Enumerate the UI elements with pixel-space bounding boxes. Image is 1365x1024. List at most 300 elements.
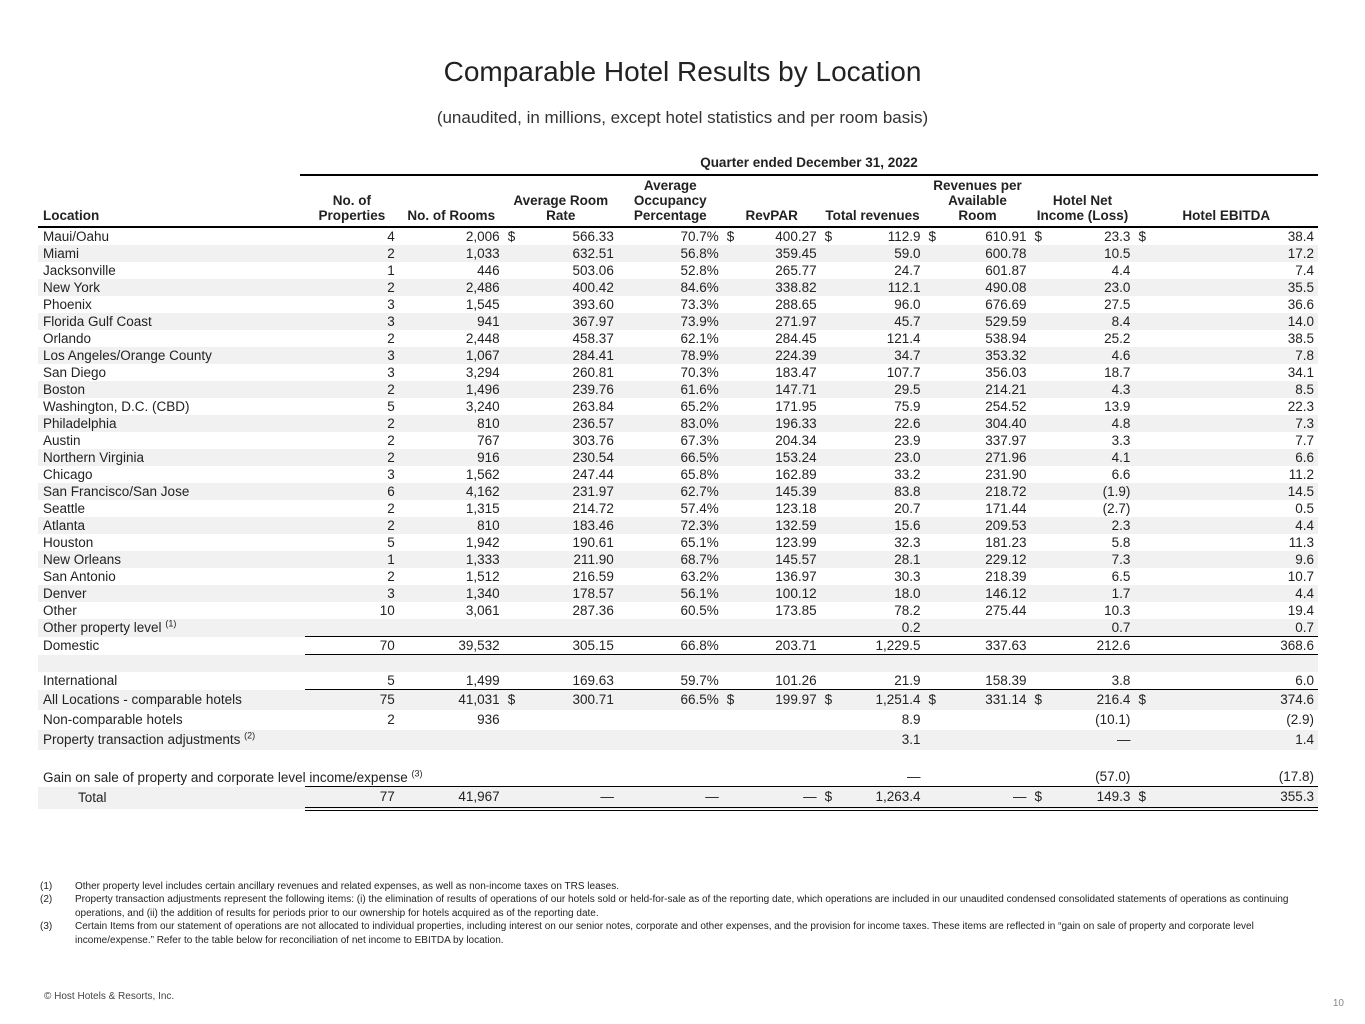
total-revenues-cell-value: 15.6 [894,518,921,533]
location-cell-value: Orlando [43,331,92,346]
table-row [38,347,1318,364]
room-rate-cell-value: 230.54 [572,450,614,465]
net-income-cell-value: 8.4 [1111,314,1131,329]
currency-symbol [821,517,837,534]
revpar-cell [739,296,821,313]
currency-symbol [723,690,739,711]
location-cell [38,415,305,432]
currency-symbol [1134,449,1150,466]
currency-symbol [821,672,837,690]
currency-symbol [504,730,520,750]
occupancy-cell-value: 61.6% [680,382,719,397]
total-revenues-cell-value: — [907,769,921,784]
room-rate-cell-value: 239.76 [572,382,614,397]
net-income-cell-value: 4.8 [1111,416,1131,431]
location-cell-value: International [43,673,118,689]
table-row [38,296,1318,313]
currency-symbol [1031,313,1047,330]
footnote-ref: (1) [165,618,177,629]
footnote-3 [40,920,1325,947]
occupancy-cell [618,750,723,787]
occupancy-cell-value: 66.8% [680,638,719,653]
ebitda-cell-value: 4.4 [1295,586,1314,601]
rooms-cell [399,296,504,313]
revpar-cell-value: 132.59 [775,518,817,533]
location-cell [38,585,305,602]
currency-symbol [723,637,739,655]
currency-symbol [821,313,837,330]
table-row [38,466,1318,483]
location-cell [38,245,305,262]
total-revenues-cell [837,568,925,585]
net-income-cell [1047,381,1135,398]
rooms-cell-value: 1,315 [465,501,500,516]
ebitda-cell [1151,534,1318,551]
occupancy-cell-value: 65.8% [680,467,719,482]
revenues-per-room-cell [941,483,1031,500]
currency-symbol [821,690,837,711]
occupancy-cell [618,585,723,602]
total-revenues-cell-value: 0.2 [901,620,921,635]
total-revenues-cell-value: 112.9 [887,229,921,244]
total-revenues-cell-value: 78.2 [894,603,921,618]
ebitda-cell [1151,279,1318,296]
revpar-cell [739,466,821,483]
location-cell-value: Non-comparable hotels [43,712,183,727]
occupancy-cell [618,415,723,432]
revenues-per-room-cell [941,517,1031,534]
table-row [38,432,1318,449]
occupancy-cell-value: 65.2% [680,399,719,414]
footnote-text: Other property level includes certain ancillary revenues and related expenses, as well as non-income taxes on TRS leases. [75,881,619,892]
ebitda-cell-value: 34.1 [1287,365,1314,380]
currency-symbol [723,313,739,330]
ebitda-cell-value: 368.6 [1280,638,1314,653]
spacer-cell [925,655,941,673]
net-income-cell-value: 149.3 [1096,789,1131,804]
properties-cell-value: 2 [387,712,395,727]
revpar-cell [739,364,821,381]
ebitda-cell [1151,690,1318,711]
rooms-cell [399,347,504,364]
revenues-per-room-cell [941,500,1031,517]
revpar-cell [739,449,821,466]
currency-symbol [1134,730,1150,750]
total-revenues-cell [837,313,925,330]
room-rate-cell [520,313,618,330]
revpar-cell-value: 171.95 [775,399,817,414]
properties-cell-value: 3 [387,586,395,601]
properties-cell-value: 5 [387,399,395,414]
rooms-cell [399,637,504,655]
location-cell [38,568,305,585]
ebitda-cell-value: 7.4 [1295,263,1314,278]
currency-symbol [925,637,941,655]
footnote-number: (2) [40,894,53,906]
net-income-cell-value: 23.0 [1104,280,1131,295]
revenues-per-room-cell-value: 209.53 [985,518,1027,533]
currency-symbol [821,245,837,262]
room-rate-cell-value: 400.42 [572,280,614,295]
rooms-cell [399,672,504,690]
occupancy-cell-value: 78.9% [680,348,719,363]
room-rate-cell [520,750,618,787]
revpar-cell-value: 338.82 [775,280,817,295]
currency-symbol [504,296,520,313]
location-cell [38,449,305,466]
currency-symbol [1031,432,1047,449]
properties-cell [305,279,399,296]
col-location: Location [38,176,305,227]
col-occupancy: Average Occupancy Percentage [618,176,723,227]
occupancy-cell [618,710,723,730]
location-cell [38,227,305,245]
revpar-cell [739,750,821,787]
currency-symbol-value: $ [1138,692,1146,707]
total-revenues-cell [837,710,925,730]
rooms-cell-value: 2,486 [465,280,500,295]
ebitda-cell [1151,500,1318,517]
total-revenues-cell [837,449,925,466]
location-cell [38,347,305,364]
rooms-cell [399,568,504,585]
table-row [38,619,1318,637]
room-rate-cell [520,500,618,517]
room-rate-cell-value: 566.33 [572,229,614,244]
ebitda-cell-value: 14.5 [1287,484,1314,499]
table-row [38,637,1318,655]
room-rate-cell [520,279,618,296]
ebitda-cell [1151,364,1318,381]
currency-symbol [1134,637,1150,655]
rooms-cell [399,585,504,602]
currency-symbol [504,279,520,296]
currency-symbol [1134,432,1150,449]
currency-symbol [925,710,941,730]
table-row [38,313,1318,330]
properties-cell [305,381,399,398]
currency-symbol [925,585,941,602]
occupancy-cell [618,330,723,347]
location-cell [38,534,305,551]
col-properties: No. of Properties [305,176,399,227]
revenues-per-room-cell-value: 218.39 [985,569,1027,584]
currency-symbol [925,568,941,585]
net-income-cell-value: 6.5 [1111,569,1131,584]
revenues-per-room-cell [941,619,1031,637]
rooms-cell [399,398,504,415]
revenues-per-room-cell [941,449,1031,466]
net-income-cell-value: 4.3 [1111,382,1131,397]
total-revenues-cell [837,279,925,296]
revenues-per-room-cell-value: 275.44 [985,603,1027,618]
revpar-cell [739,432,821,449]
properties-cell-value: 3 [387,314,395,329]
properties-cell-value: 6 [387,484,395,499]
currency-symbol [504,364,520,381]
location-cell [38,672,305,690]
currency-symbol [1031,602,1047,619]
revpar-cell [739,398,821,415]
location-cell [38,710,305,730]
currency-symbol [1031,637,1047,655]
net-income-cell-value: 13.9 [1104,399,1131,414]
currency-symbol [821,466,837,483]
ebitda-cell-value: 22.3 [1287,399,1314,414]
occupancy-cell [618,787,723,810]
occupancy-cell [618,364,723,381]
ebitda-cell-value: (2.9) [1286,712,1314,727]
rooms-cell [399,227,504,245]
currency-symbol [925,245,941,262]
page-subtitle: (unaudited, in millions, except hotel statistics and per room basis) [436,108,929,127]
location-cell-value: Seattle [43,501,86,516]
currency-symbol [925,347,941,364]
currency-symbol [723,262,739,279]
currency-symbol [821,483,837,500]
net-income-cell [1047,534,1135,551]
room-rate-cell [520,347,618,364]
currency-symbol [925,690,941,711]
net-income-cell [1047,330,1135,347]
ebitda-cell-value: 11.2 [1288,467,1314,482]
table-row [38,364,1318,381]
occupancy-cell-value: 73.9% [680,314,719,329]
room-rate-cell-value: 169.63 [572,673,614,688]
rooms-cell [399,466,504,483]
net-income-cell-value: 3.8 [1111,673,1131,688]
ebitda-cell-value: 9.6 [1295,552,1314,567]
occupancy-cell [618,347,723,364]
currency-symbol [821,398,837,415]
properties-cell [305,730,399,750]
currency-symbol [1134,347,1150,364]
properties-cell [305,449,399,466]
currency-symbol [1031,619,1047,637]
revpar-cell-value: 145.57 [775,552,817,567]
location-cell-value: Philadelphia [43,416,117,431]
net-income-cell [1047,398,1135,415]
ebitda-cell [1151,619,1318,637]
room-rate-cell-value: 367.97 [572,314,614,329]
currency-symbol [1134,262,1150,279]
rooms-cell-value: 3,294 [465,365,500,380]
location-cell-value: Washington, D.C. (CBD) [43,399,190,414]
col-room-rate: Average Room Rate [504,176,618,227]
total-revenues-cell [837,466,925,483]
room-rate-cell [520,432,618,449]
total-revenues-cell [837,730,925,750]
location-cell [38,483,305,500]
currency-symbol [723,483,739,500]
currency-symbol [821,750,837,787]
properties-cell-value: 2 [387,416,395,431]
revpar-cell-value: 204.34 [775,433,817,448]
room-rate-cell [520,415,618,432]
revpar-cell-value: 183.47 [775,365,817,380]
room-rate-cell-value: 303.76 [572,433,614,448]
table-row [38,602,1318,619]
footnote-2 [40,893,1325,920]
revpar-cell [739,787,821,810]
properties-cell-value: 2 [387,433,395,448]
revenues-per-room-cell-value: 146.12 [985,586,1027,601]
room-rate-cell-value: 214.72 [572,501,614,516]
total-revenues-cell [837,551,925,568]
revenues-per-room-cell-value: 337.97 [985,433,1027,448]
properties-cell [305,245,399,262]
currency-symbol [723,381,739,398]
spacer-cell [618,655,723,673]
currency-symbol [504,672,520,690]
ebitda-cell [1151,602,1318,619]
currency-symbol [1031,483,1047,500]
properties-cell [305,432,399,449]
currency-symbol-value: $ [1034,229,1043,244]
total-revenues-cell [837,381,925,398]
room-rate-cell [520,245,618,262]
net-income-cell [1047,262,1135,279]
room-rate-cell [520,517,618,534]
rooms-cell-value: 767 [477,433,500,448]
currency-symbol [723,245,739,262]
currency-symbol [1031,517,1047,534]
table-row [38,517,1318,534]
net-income-cell [1047,637,1135,655]
rooms-cell [399,262,504,279]
ebitda-cell [1151,466,1318,483]
occupancy-cell-value: 67.3% [680,433,719,448]
spacer-row [38,655,1318,673]
net-income-cell-value: — [1116,732,1131,747]
location-cell-value: Phoenix [43,297,92,312]
revpar-cell [739,637,821,655]
currency-symbol [1031,534,1047,551]
occupancy-cell-value: 60.5% [680,603,719,618]
net-income-cell [1047,313,1135,330]
currency-symbol [1134,619,1150,637]
occupancy-cell [618,432,723,449]
revenues-per-room-cell [941,347,1031,364]
rooms-cell-value: 1,942 [465,535,500,550]
currency-symbol [723,585,739,602]
revenues-per-room-cell [941,381,1031,398]
properties-cell [305,585,399,602]
occupancy-cell-value: 63.2% [680,569,719,584]
table-row [38,730,1318,750]
total-revenues-cell [837,585,925,602]
revpar-cell [739,227,821,245]
table-row [38,262,1318,279]
quarter-header: Quarter ended December 31, 2022 [700,155,918,170]
occupancy-cell [618,551,723,568]
footnote-1 [40,880,1325,893]
room-rate-cell [520,296,618,313]
col-total-revenues: Total revenues [821,176,925,227]
revenues-per-room-cell [941,585,1031,602]
currency-symbol [504,262,520,279]
room-rate-cell [520,730,618,750]
net-income-cell [1047,415,1135,432]
currency-symbol [925,381,941,398]
table-row [38,483,1318,500]
currency-symbol [504,415,520,432]
total-revenues-cell-value: 107.7 [886,365,921,380]
currency-symbol-value: $ [726,692,735,707]
revpar-cell [739,602,821,619]
properties-cell [305,330,399,347]
location-cell-value: New Orleans [43,552,122,567]
currency-symbol [723,330,739,347]
currency-symbol [1031,500,1047,517]
properties-cell-value: 2 [387,246,395,261]
net-income-cell-value: 0.7 [1111,620,1131,635]
currency-symbol-value: $ [824,789,833,804]
properties-cell-value: 75 [379,692,395,707]
revenues-per-room-cell-value: 229.12 [985,552,1027,567]
location-cell-value: Miami [43,246,79,261]
currency-symbol [1031,449,1047,466]
revenues-per-room-cell-value: 538.94 [985,331,1027,346]
total-revenues-cell-value: 22.6 [894,416,921,431]
revenues-per-room-cell-value: 600.78 [985,246,1027,261]
location-cell [38,279,305,296]
currency-symbol [504,347,520,364]
total-revenues-cell-value: 24.7 [894,263,921,278]
currency-symbol [723,279,739,296]
currency-symbol [925,466,941,483]
footnote-number: (3) [40,921,53,933]
ebitda-cell [1151,398,1318,415]
currency-symbol [504,245,520,262]
occupancy-cell-value: 56.1% [680,586,719,601]
location-cell-value: Jacksonville [43,263,116,278]
page-title: Comparable Hotel Results by Location [443,56,922,87]
occupancy-cell [618,466,723,483]
currency-symbol [925,296,941,313]
room-rate-cell-value: 190.61 [572,535,614,550]
room-rate-cell [520,466,618,483]
revenues-per-room-cell [941,330,1031,347]
table-row [38,585,1318,602]
currency-symbol [821,500,837,517]
revpar-cell [739,517,821,534]
room-rate-cell-value: 231.97 [572,484,614,499]
properties-cell-value: 3 [387,348,395,363]
revpar-cell-value: 224.39 [775,348,817,363]
currency-symbol [723,296,739,313]
net-income-cell-value: 10.5 [1104,246,1131,261]
currency-symbol [1031,730,1047,750]
room-rate-cell-value: 287.36 [572,603,614,618]
net-income-cell-value: (1.9) [1102,484,1131,499]
properties-cell [305,637,399,655]
revenues-per-room-cell-value: 337.63 [985,638,1027,653]
properties-cell-value: 77 [379,789,395,804]
footnotes [40,880,1325,947]
col-revenues-per-room: Revenues per Available Room [925,176,1031,227]
rooms-cell [399,432,504,449]
properties-cell-value: 70 [379,638,395,653]
occupancy-cell [618,245,723,262]
location-cell [38,750,423,787]
ebitda-cell-value: (17.8) [1278,769,1314,784]
rooms-cell-value: 1,333 [465,552,500,567]
currency-symbol [1031,262,1047,279]
currency-symbol [1134,227,1150,245]
table-row [38,415,1318,432]
total-revenues-cell-value: 75.9 [894,399,921,414]
